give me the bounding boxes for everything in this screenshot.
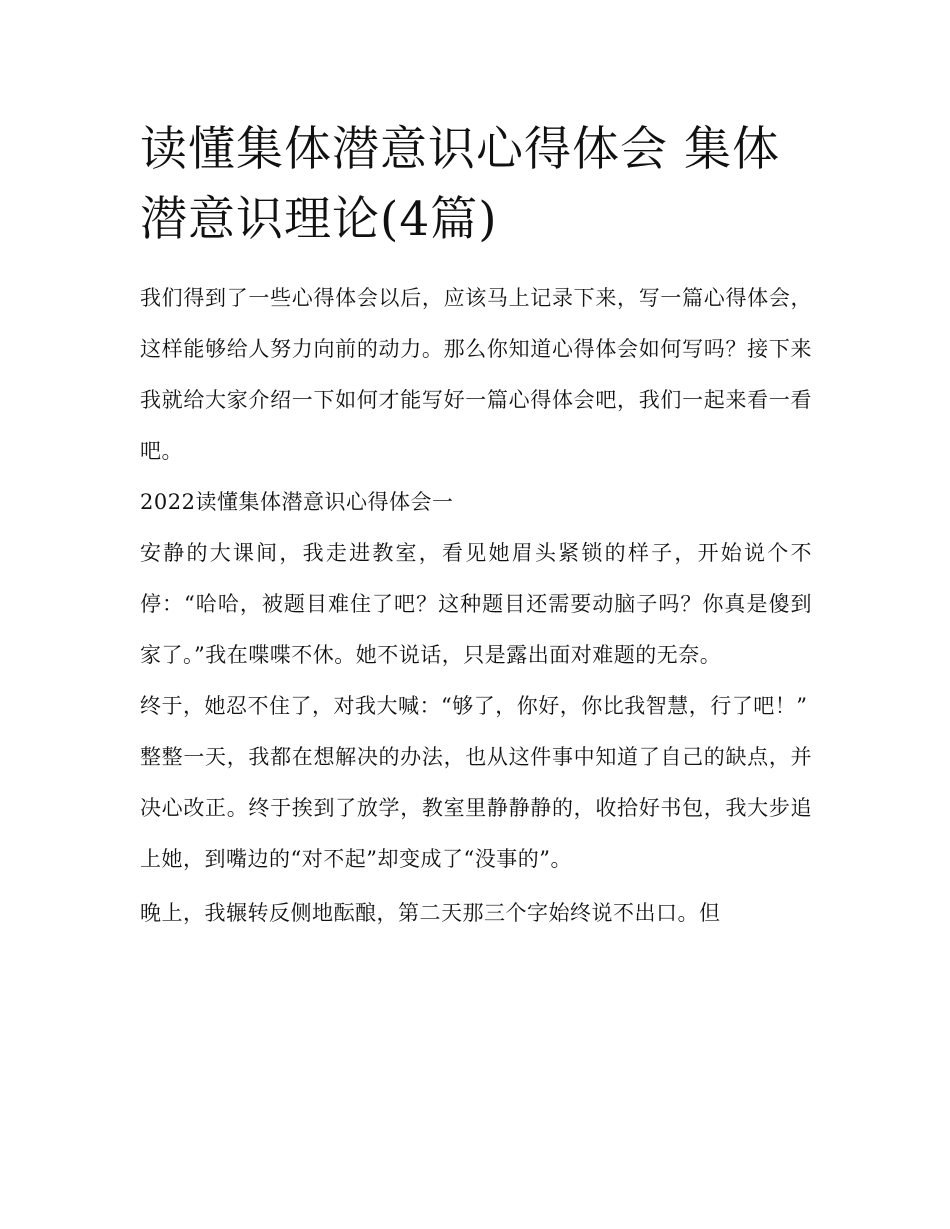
intro-paragraph: 我们得到了一些心得体会以后，应该马上记录下来，写一篇心得体会，这样能够给人努力向前的动力。那么你知道心得体会如何写吗？接下来我就给大家介绍一下如何才能写好一篇心得体会吧，我们一起来看一看吧。	[140, 286, 812, 463]
document-title: 读懂集体潜意识心得体会 集体潜意识理论(4篇)	[140, 122, 780, 247]
section-heading: 2022读懂集体潜意识心得体会一	[140, 490, 454, 514]
body-paragraph: 整整一天，我都在想解决的办法，也从这件事中知道了自己的缺点，并决心改正。终于挨到了放学，教室里静静静的，收拾好书包，我大步追上她，到嘴边的“对不起”却变成了“没事的”。	[140, 745, 812, 871]
body-paragraph: 晚上，我辗转反侧地酝酿，第二天那三个字始终说不出口。但	[140, 901, 721, 925]
body-paragraph: 终于，她忍不住了，对我大喊：“够了，你好，你比我智慧，行了吧！”	[140, 694, 808, 718]
body-paragraph: 安静的大课间，我走进教室，看见她眉头紧锁的样子，开始说个不停：“哈哈，被题目难住了吧？这种题目还需要动脑子吗？你真是傻到家了。”我在喋喋不休。她不说话，只是露出面对难题的无奈。	[140, 541, 812, 667]
document-page	[140, 115, 812, 939]
